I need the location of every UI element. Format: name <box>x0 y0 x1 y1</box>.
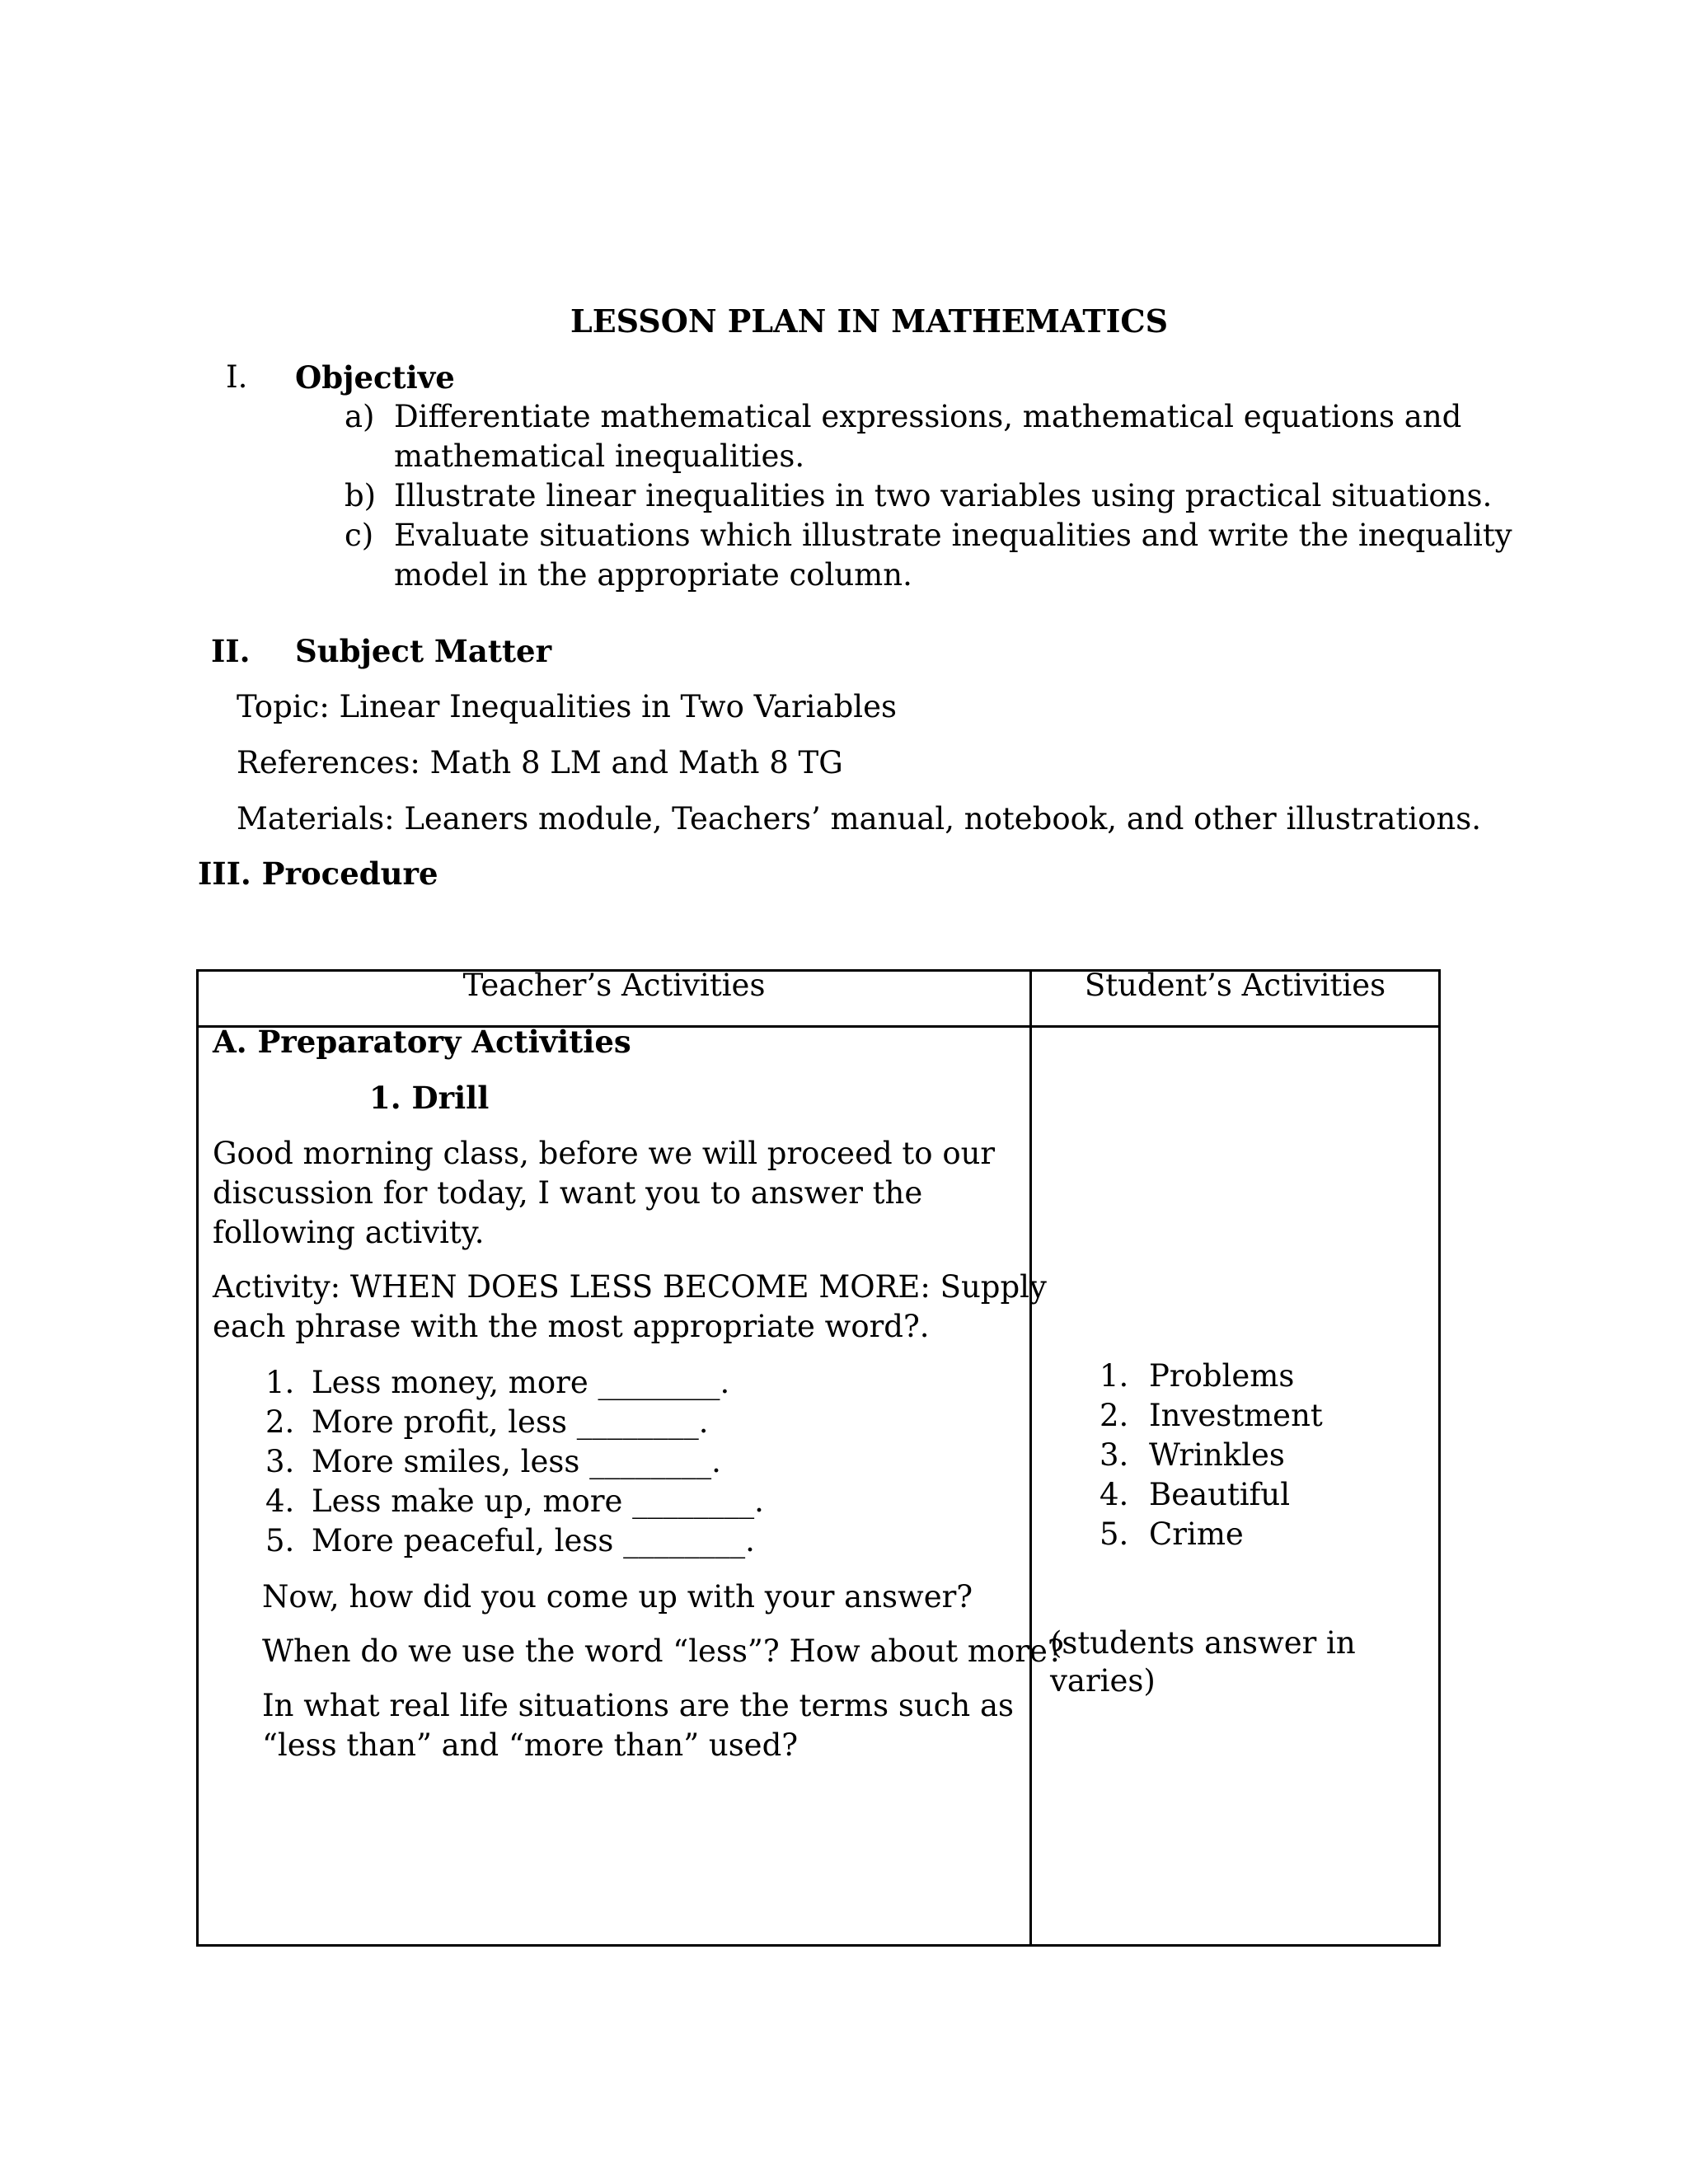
drill-item-2-num: 2. <box>265 1404 295 1440</box>
student-note-line-2: varies) <box>1050 1663 1156 1699</box>
objective-item-a-label: a) <box>345 399 375 434</box>
objective-item-a-line-1: Differentiate mathematical expressions, mathematical equations and <box>394 399 1462 434</box>
subject-topic: Topic: Linear Inequalities in Two Variables <box>237 689 897 724</box>
objective-item-b-line-1: Illustrate linear inequalities in two variables using practical situations. <box>394 478 1493 513</box>
drill-item-2-text: More profit, less ________. <box>312 1404 709 1440</box>
question-2: When do we use the word “less”? How about more? <box>262 1633 1064 1669</box>
objective-item-c-line-1: Evaluate situations which illustrate inequalities and write the inequality <box>394 518 1512 553</box>
answer-5-num: 5. <box>1100 1516 1129 1552</box>
drill-item-3-num: 3. <box>265 1444 295 1479</box>
page-title: LESSON PLAN IN MATHEMATICS <box>570 302 1169 340</box>
intro-line-1: Good morning class, before we will proceed to our <box>213 1136 996 1171</box>
procedure-heading: III. Procedure <box>198 855 438 892</box>
objective-heading: Objective <box>295 359 455 396</box>
drill-item-4-num: 4. <box>265 1483 295 1519</box>
subject-references: References: Math 8 LM and Math 8 TG <box>237 745 843 780</box>
answer-3-text: Wrinkles <box>1149 1437 1285 1473</box>
activity-line-2: each phrase with the most appropriate word?. <box>213 1309 930 1344</box>
objective-item-a-line-2: mathematical inequalities. <box>394 438 805 474</box>
activity-line-1: Activity: WHEN DOES LESS BECOME MORE: Supply <box>213 1269 1047 1305</box>
objective-item-b-label: b) <box>345 478 377 513</box>
answer-1-num: 1. <box>1100 1358 1129 1394</box>
table-header-teacher: Teacher’s Activities <box>462 968 766 1003</box>
drill-item-3-text: More smiles, less ________. <box>312 1444 721 1479</box>
answer-4-text: Beautiful <box>1149 1477 1291 1512</box>
table-header-student: Student’s Activities <box>1084 968 1386 1003</box>
intro-line-3: following activity. <box>213 1215 485 1250</box>
drill-item-5-num: 5. <box>265 1523 295 1558</box>
subject-matter-heading: Subject Matter <box>295 633 552 669</box>
subsection-drill: 1. Drill <box>369 1080 490 1116</box>
drill-item-4-text: Less make up, more ________. <box>312 1483 764 1519</box>
objective-item-c-label: c) <box>345 518 374 553</box>
subject-matter-numeral: II. <box>211 633 251 669</box>
table-column-divider <box>1029 969 1032 1947</box>
objective-numeral: I. <box>226 359 248 395</box>
drill-item-1-num: 1. <box>265 1365 295 1400</box>
answer-1-text: Problems <box>1149 1358 1295 1394</box>
question-3-line-1: In what real life situations are the terms such as <box>262 1688 1015 1723</box>
student-note-line-1: (students answer in <box>1050 1625 1356 1661</box>
drill-item-5-text: More peaceful, less ________. <box>312 1523 755 1558</box>
intro-line-2: discussion for today, I want you to answer the <box>213 1175 923 1211</box>
subject-materials: Materials: Leaners module, Teachers’ manual, notebook, and other illustrations. <box>237 801 1481 837</box>
answer-3-num: 3. <box>1100 1437 1129 1473</box>
answer-5-text: Crime <box>1149 1516 1244 1552</box>
answer-4-num: 4. <box>1100 1477 1129 1512</box>
drill-item-1-text: Less money, more ________. <box>312 1365 730 1400</box>
question-3-line-2: “less than” and “more than” used? <box>262 1727 799 1763</box>
objective-item-c-line-2: model in the appropriate column. <box>394 557 912 593</box>
question-1: Now, how did you come up with your answer? <box>262 1579 973 1615</box>
answer-2-num: 2. <box>1100 1398 1129 1433</box>
section-preparatory-activities: A. Preparatory Activities <box>213 1024 631 1060</box>
answer-2-text: Investment <box>1149 1398 1323 1433</box>
